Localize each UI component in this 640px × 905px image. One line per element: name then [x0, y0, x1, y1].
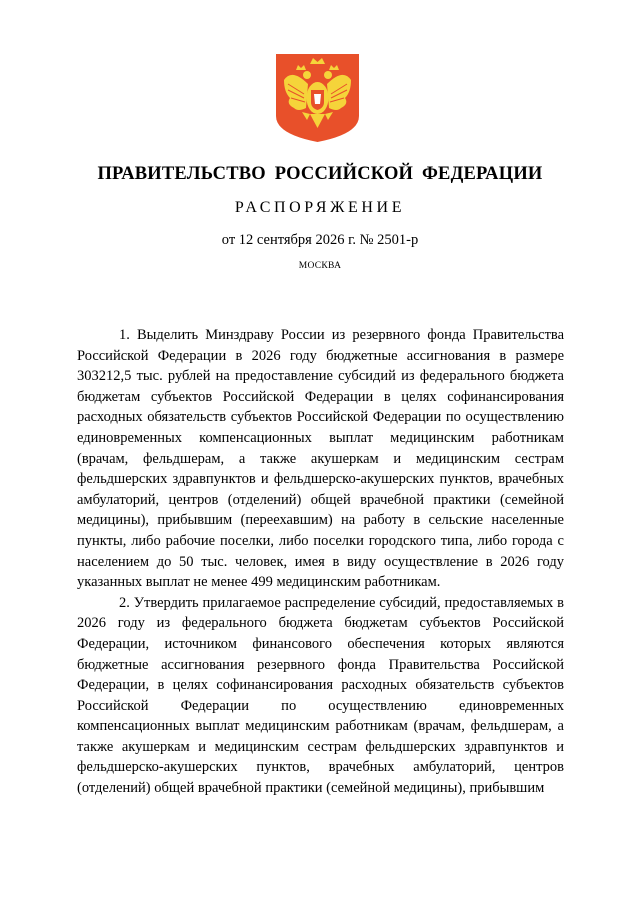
document-type: РАСПОРЯЖЕНИЕ	[234, 199, 406, 216]
government-title: ПРАВИТЕЛЬСТВО РОССИЙСКОЙ ФЕДЕРАЦИИ	[97, 164, 543, 184]
russian-coat-of-arms-icon	[276, 54, 359, 142]
document-date-number: от 12 сентября 2026 г. № 2501-р	[221, 232, 419, 248]
document-body	[77, 325, 564, 799]
document-city: МОСКВА	[298, 261, 342, 271]
paragraph-2: 2. Утвердить прилагаемое распределение субсидий, предоставляемых в 2026 году из федерального бюджета бюджетам субъектов Российской Федерации, источником финансового обеспечения которых являются бюджетные ассигнования резервного фонда Правительства Российской Федерации, в целях софинансирования расходных обязательств субъектов Российской Федерации по осуществлению единовременных компенсационных выплат медицинским работникам (врачам, фельдшерам, а также акушеркам и медицинским сестрам фельдшерских здравпунктов и фельдшерско-акушерских пунктов, врачебных амбулаторий, центров (отделений) общей врачебной практики (семейной медицины), прибывшим	[77, 594, 564, 797]
coat-of-arms-emblem	[276, 54, 359, 142]
paragraph-1: 1. Выделить Минздраву России из резервного фонда Правительства Российской Федерации в 2026 году бюджетные ассигнования в размере 303212,5 тыс. рублей на предоставление субсидий из федерального бюджета бюджетам субъектов Российской Федерации в целях софинансирования расходных обязательств субъектов Российской Федерации по осуществлению единовременных компенсационных выплат медицинским работникам (врачам, фельдшерам, а также акушеркам и медицинским сестрам фельдшерских здравпунктов и фельдшерско-акушерских пунктов, врачебных амбулаторий, центров (отделений) общей врачебной практики (семейной медицины), прибывшим (переехавшим) на работу в сельские населенные пункты, либо рабочие поселки, либо поселки городского типа, либо города с населением до 50 тыс. человек, имея в виду осуществление в 2026 году указанных выплат не менее 499 медицинским работникам.	[77, 327, 564, 591]
